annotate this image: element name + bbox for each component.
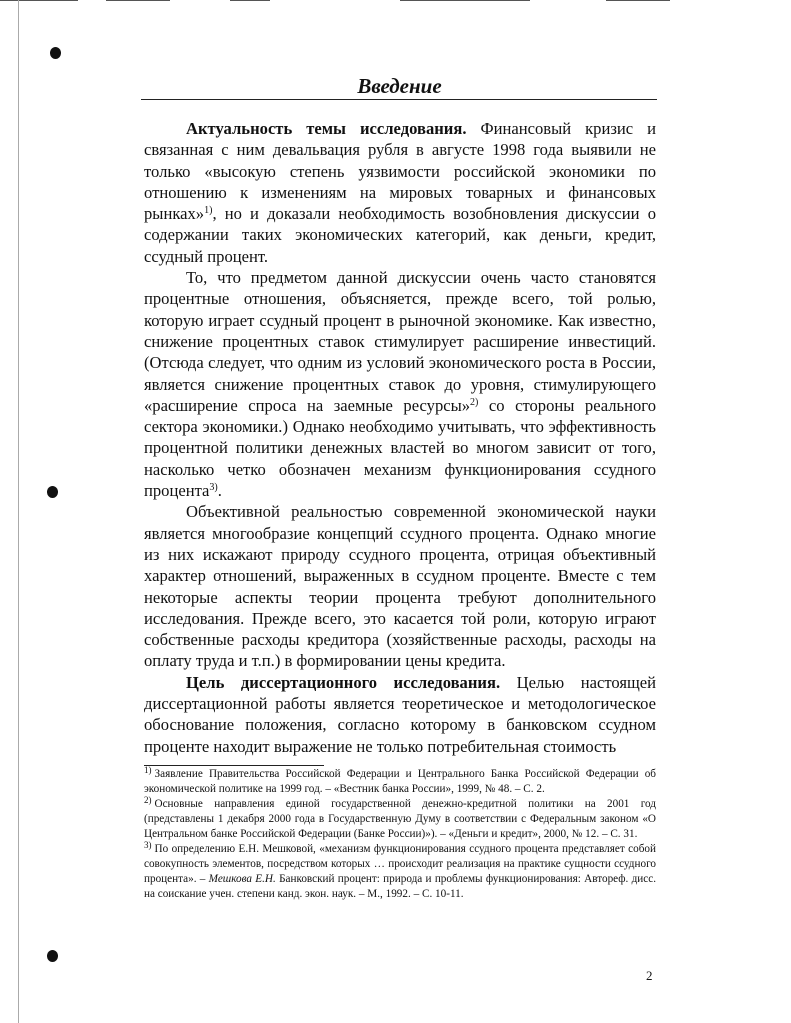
page-title: Введение (357, 74, 442, 98)
footnote-separator (144, 765, 324, 766)
paragraph-relevance: Актуальность темы исследования. Финансовый кризис и связанная с ним девальвация рубля в августе 1998 года выявили не только «высокую степень уязвимости российской экономики по отношению к изменениям на мировых товарных и финансовых рынках»$^{1)}$, но и доказали необходимость возобновления дискуссии о содержании таких экономических категорий, как деньги, кредит, ссудный процент. (144, 119, 656, 266)
footnote-ref-2[interactable]: 2) (470, 396, 479, 408)
paragraph-lead: Цель диссертационного исследования. (186, 672, 501, 692)
scan-edge-left (18, 0, 19, 1023)
footnote-ref-3[interactable]: 3) (209, 482, 218, 494)
footnote-mark: 3) (144, 840, 152, 850)
scan-edge-top (0, 0, 78, 1)
footnote-1: $^{1)}$ Заявление Правительства Российской Федерации и Центрального Банка Российской Федерации об экономической политике на 1999 год. – «Вестник банка России», 1999, № 48. – С. 2. (144, 765, 656, 795)
paragraph-goal: Цель диссертационного исследования. Целью настоящей диссертационной работы является теоретическое и методологическое обоснование положения, согласно которому в банковском ссудном проценте находит выражение не только потребительная стоимость (144, 672, 656, 756)
punch-hole-3 (47, 950, 58, 962)
footnotes (144, 767, 656, 902)
punch-hole-2 (47, 486, 58, 498)
footnote-mark: 1) (144, 765, 152, 775)
paragraph-lead: Актуальность темы исследования. (186, 119, 467, 138)
paragraph-concepts: Объективной реальностью современной экономической науки является многообразие концепций ссудного процента. Однако многие из них искажают природу ссудного процента, отрицая объективный характер отношений, выраженных в ссудном проценте. Вместе с тем некоторые аспекты теории процента требуют дополнительного исследования. Прежде всего, это касается той роли, которую играют собственные расходы кредитора (хозяйственные расходы, расходы на оплату труда и т.п.) в формировании цены кредита. (144, 502, 656, 671)
footnote-author: Мешкова Е.Н. (208, 873, 276, 885)
page-number: 2 (646, 968, 653, 983)
scan-edge-top-4 (400, 0, 530, 1)
footnote-mark: 2) (144, 795, 152, 805)
footnote-3: $^{3)}$ По определению Е.Н. Мешковой, «механизм функционирования ссудного процента представляет собой совокупность элементов, посредством которых … происходит реализация на практике сущности ссудного процента». – Мешкова Е.Н. Банковский процент: природа и проблемы функционирования: Автореф. дисс. на соискание учен. степени канд. экон. наук. – М., 1992. – С. 10-11. (144, 840, 656, 900)
footnote-ref-1[interactable]: 1) (204, 205, 213, 217)
footnote-2: $^{2)}$ Основные направления единой государственной денежно-кредитной политики на 2001 год (представлены 1 декабря 2000 года в Государственную Думу в соответствии с Федеральным законом «О Центральном банке Российской Федерации (Банке России)»). – «Деньги и кредит», 2000, № 12. – С. 31. (144, 795, 656, 840)
scan-edge-top-2 (106, 0, 170, 1)
title-underline (141, 99, 657, 100)
scan-edge-top-5 (606, 0, 670, 1)
body-text (144, 118, 656, 757)
scan-edge-top-3 (230, 0, 270, 1)
punch-hole-1 (50, 47, 61, 59)
paragraph-interest: То, что предметом данной дискуссии очень часто становятся процентные отношения, объясняется, прежде всего, той ролью, которую играет ссудный процент в рыночной экономике. Как известно, снижение процентных ставок стимулирует расширение инвестиций. (Отсюда следует, что одним из условий экономического роста в России, является снижение процентных ставок до уровня, стимулирующего «расширение спроса на заемные ресурсы»$^{2)}$ со стороны реального сектора экономики.) Однако необходимо учитывать, что эффективность процентной политики денежных властей во многом зависит от того, насколько четко обозначен механизм функционирования ссудного процента$^{3)}$. (144, 268, 656, 501)
